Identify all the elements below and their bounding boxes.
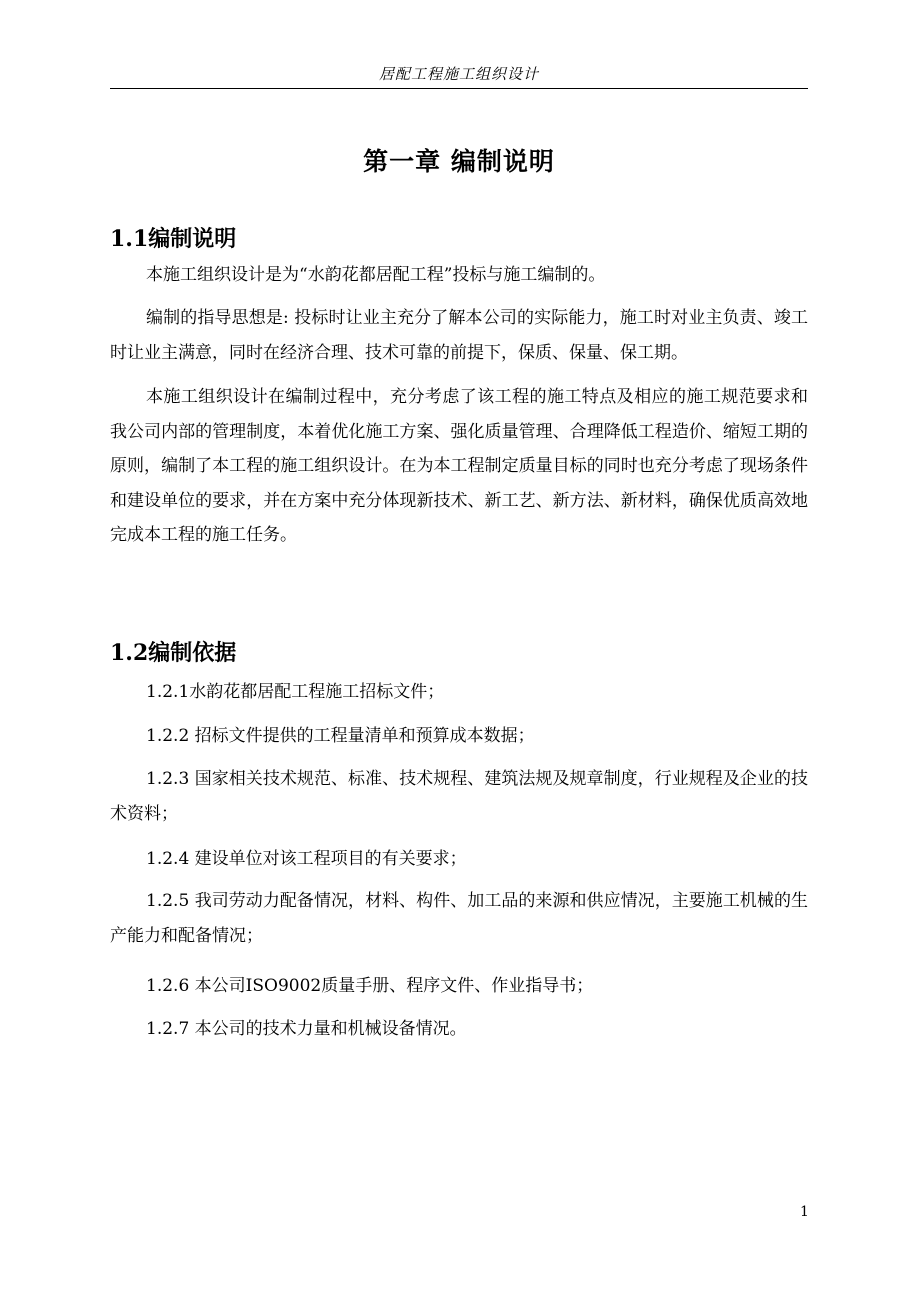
paragraph: 编制的指导思想是: 投标时让业主充分了解本公司的实际能力，施工时对业主负责、竣工时让业主满意，同时在经济合理、技术可靠的前提下，保质、保量、保工期。: [110, 308, 808, 363]
list-item: 1.2.2 招标文件提供的工程量清单和预算成本数据；: [146, 726, 535, 746]
running-title: 居配工程施工组织设计: [378, 65, 539, 83]
page-header: [110, 62, 808, 89]
list-item: 1.2.1水韵花都居配工程施工招标文件；: [146, 682, 445, 702]
list-item: 1.2.4 建设单位对该工程项目的有关要求；: [146, 849, 467, 869]
paragraph: 本施工组织设计是为“水韵花都居配工程”投标与施工编制的。: [146, 265, 606, 285]
list-item: 1.2.5 我司劳动力配备情况，材料、构件、加工品的来源和供应情况，主要施工机械的生产能力和配备情况；: [110, 891, 808, 946]
section-heading-1-2: 1.2编制依据: [110, 640, 237, 666]
chapter-title: 第一章 编制说明: [363, 147, 555, 176]
section-heading-1-1: 1.1编制说明: [110, 226, 237, 252]
page-number: 1: [800, 1204, 809, 1220]
paragraph: 本施工组织设计在编制过程中，充分考虑了该工程的施工特点及相应的施工规范要求和我公司内部的管理制度，本着优化施工方案、强化质量管理、合理降低工程造价、缩短工期的原则，编制了本工程的施工组织设计。在为本工程制定质量目标的同时也充分考虑了现场条件和建设单位的要求，并在方案中充分体现新技术、新工艺、新方法、新材料，确保优质高效地完成本工程的施工任务。: [110, 387, 808, 546]
list-item: 1.2.3 国家相关技术规范、标准、技术规程、建筑法规及规章制度，行业规程及企业的技术资料；: [110, 769, 808, 824]
list-item: 1.2.7 本公司的技术力量和机械设备情况。: [146, 1019, 467, 1039]
list-item: 1.2.6 本公司ISO9002质量手册、程序文件、作业指导书；: [146, 976, 594, 996]
